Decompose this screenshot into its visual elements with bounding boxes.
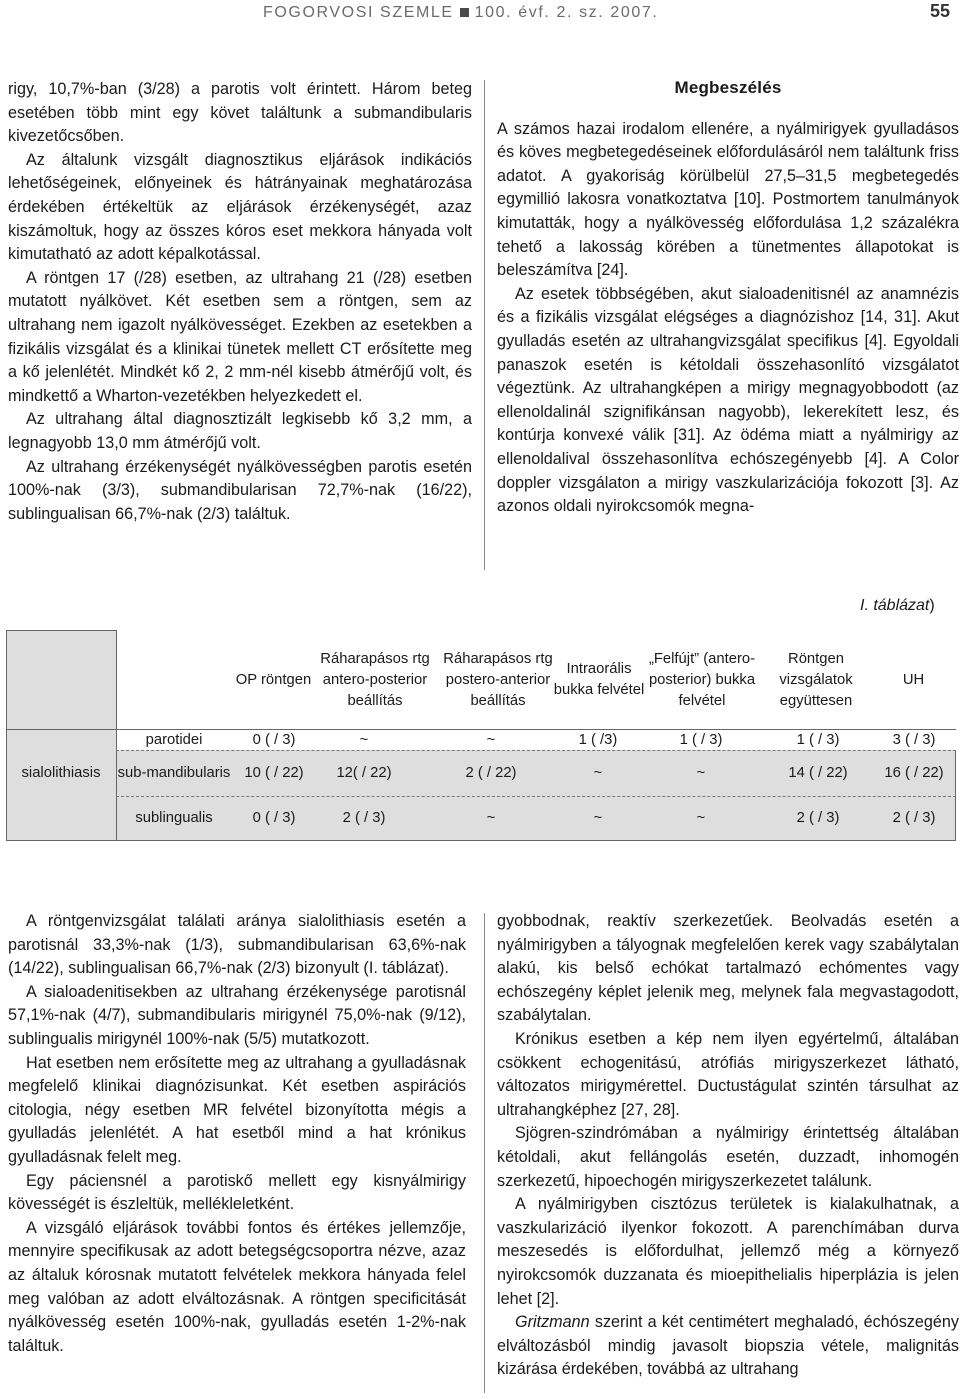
table-caption-paren: ): [929, 597, 935, 614]
table-border: [6, 840, 956, 841]
left-column-bottom: [8, 910, 466, 1358]
table-caption: [860, 597, 935, 615]
table-cell: 16 ( / 22): [884, 765, 944, 781]
table-header-ap: Ráharapásos rtg antero-posterior beállítás: [320, 650, 430, 709]
paragraph: A röntgen 17 (/28) esetben, az ultrahang 21 (/28) esetben mutatott nyálkövet. Két esetben sem a röntgen, sem az ultrahang nem igazolt nyálkövességet. Ezekben az esetekben a fizikális vizsgálat és a klinikai tünetek mellett CT erősítette meg a kő jelenlétét. Mindkét kő 2, 2 mm-nél kisebb átmérőjű volt, és mindkettő a Wharton-vezetékben helyezkedett el.: [8, 268, 472, 405]
paragraph-text: szerint a két centimétert meghaladó, échószegény elváltozásból mindig javasolt biopszia vétele, malignitás kizárása érdekében, továbbá az ultrahang: [497, 1313, 959, 1379]
table-cell: 0 ( / 3): [252, 731, 296, 748]
table-cell: 14 ( / 22): [788, 765, 848, 781]
paragraph: Az ultrahang érzékenységét nyálkövességben parotis esetén 100%-nak (3/3), submandibularisan 72,7%-nak (16/22), sublingualisan 66,7%-nak (2/3) találtuk.: [8, 457, 472, 523]
column-divider-top: [484, 80, 485, 570]
table-cell: ~: [486, 731, 496, 748]
table-row-label: sublingualis: [135, 810, 213, 826]
table-border: [6, 630, 7, 840]
table-cell: 3 ( / 3): [892, 731, 936, 748]
table-cell: 1 ( /3): [578, 731, 618, 748]
right-column-top: [497, 76, 959, 519]
column-divider-bottom: [484, 913, 485, 1393]
table-shade-corner: [6, 630, 116, 750]
table-cell: ~: [593, 810, 603, 826]
paragraph: Az ultrahang által diagnosztizált legkisebb kő 3,2 mm, a legnagyobb 13,0 mm átmérőjű volt.: [8, 410, 472, 452]
paragraph: gyobbodnak, reaktív szerkezetűek. Beolvadás esetén a nyálmirigyben a tályognak megfelelően kerek vagy szabálytalan alakú, kis belső echókat tartalmazó echómentes vagy echószegény képlet jelenik meg, melynek fala megvastagodott, szabálytalan.: [497, 912, 959, 1025]
data-table: [6, 630, 956, 840]
paragraph: Sjögren-szindrómában a nyálmirigy érintettség általában kétoldali, akut fellángolás esetén, duzzadt, inhomogén szerkezetű, hipoechogén mirigyszerkezetet találunk.: [497, 1124, 959, 1190]
table-row-label: sub-mandibularis: [117, 765, 231, 781]
table-cell: 2 ( / 22): [465, 765, 517, 781]
table-header-felfujt: „Felfújt” (antero-posterior) bukka felvétel: [648, 650, 756, 709]
table-cell: ~: [696, 810, 706, 826]
paragraph: Az általunk vizsgált diagnosztikus eljárások indikációs lehetőségeinek, előnyeinek és hátrányainak meghatározása érdekében értékeltük az eljárások érzékenységét, azaz kiszámoltuk, hogy az összes kóros eset mekkora hányada volt kimutatható az adott képalkotással.: [8, 150, 472, 264]
paragraph: A röntgenvizsgálat találati aránya sialolithiasis esetén a parotisnál 33,3%-nak (1/3), submandibularisan 63,6%-nak (14/22), sublingualisan 66,7%-nak (2/3) bizonyult (I. táblázat).: [8, 912, 466, 978]
table-cell: 2 ( / 3): [796, 810, 840, 826]
table-header-uh: UH: [902, 671, 925, 688]
author-name: Gritzmann: [515, 1313, 590, 1332]
table-header-op: OP röntgen: [235, 671, 312, 688]
table-cell: 10 ( / 22): [244, 765, 304, 781]
paragraph: Krónikus esetben a kép nem ilyen egyértelmű, általában csökkent echogenitású, atrófiás mirigyszerkezet látható, változatos mirigymérettel. Ductustágulat szintén társulhat az ultrahangképhez [27, 28].: [497, 1029, 959, 1119]
page-number: 55: [930, 1, 951, 21]
table-cell: 0 ( / 3): [252, 810, 296, 826]
paragraph: Az esetek többségében, akut sialoadenitisnél az anamnézis és a fizikális vizsgálat elégséges a diagnózishoz [14, 31]. Akut gyulladás esetén az ultrahangvizsgálat specifikus [4]. Egyoldali panaszok esetén is kétoldali összehasonlító vizsgálatot végeztünk. Az ultrahangképen a mirigy megnagyobbodott (az ellenoldalinál szignifikánsan nagyobb), lekerekített lesz, és kontúrja konvexé válik [31]. Az ödéma miatt a nyálmirigy az ellenoldalival összehasonlítva echószegényebb [4]. A Color doppler vizsgálaton a mirigy vaszkularizációja fokozott [3]. Az azonos oldali nyirokcsomók megna-: [497, 284, 959, 516]
table-caption-label: I. táblázat: [860, 597, 930, 614]
table-header-combined: Röntgen vizsgálatok együttesen: [779, 650, 853, 709]
table-cell: 2 ( / 3): [342, 810, 386, 826]
table-row-label: parotidei: [145, 731, 203, 748]
table-cell: 1 ( / 3): [796, 731, 840, 748]
paragraph: Egy páciensnél a parotiskő mellett egy kisnyálmirigy kövességét is észleltük, mellékleletként.: [8, 1171, 466, 1214]
paragraph: A nyálmirigyben cisztózus területek is kialakulhatnak, a vaszkularizáció ilyenkor fokozott. A parenchímában durva meszesedés is előfordulhat, jellemző még a környező nyirokcsomók duzzanata és mioepithelialis hiperplázia is jelen lehet [2].: [497, 1195, 959, 1308]
table-header-intraoral: Intraorális bukka felvétel: [553, 661, 645, 698]
table-border: [6, 630, 116, 631]
issue-info: 100. évf. 2. sz. 2007.: [474, 4, 659, 21]
table-cell: 12( / 22): [336, 765, 392, 781]
table-cell: ~: [696, 765, 706, 781]
table-header-pa: Ráharapásos rtg postero-anterior beállítás: [443, 650, 553, 709]
paragraph: Hat esetben nem erősítette meg az ultrahang a gyulladásnak megfelelő klinikai diagnózisunkat. Két esetben aspirációs citologia, négy esetben MR felvétel bizonyította mégis a gyulladás jelenlétét. A hat esetből mind a hat krónikus gyulladásnak felelt meg.: [8, 1053, 466, 1166]
table-cell: 1 ( / 3): [679, 731, 723, 748]
left-column-top: [8, 78, 472, 526]
table-group-label: sialolithiasis: [21, 764, 101, 781]
separator-square-icon: [460, 8, 469, 17]
paragraph: [497, 1311, 959, 1382]
paragraph: A vizsgáló eljárások további fontos és értékes jellemzője, mennyire specifikusak az adott betegségcsoportra nézve, azaz az általuk kórosnak mutatott felvételek mekkora hányada felel meg valóban az adott elváltozásnak. A röntgen specificitását nyálkövesség esetén 100%-nak, gyulladás esetén 1-2%-nak találtuk.: [8, 1218, 466, 1355]
right-column-bottom: [497, 910, 959, 1382]
paragraph: A sialoadenitisekben az ultrahang érzékenysége parotisnál 57,1%-nak (4/7), submandibularis mirigynél 75,0%-nak (9/12), sublingualis mirigynél 100%-nak (5/5) mutatkozott.: [8, 982, 466, 1048]
table-cell: ~: [359, 731, 369, 748]
section-heading: Megbeszélés: [674, 78, 782, 97]
table-cell: ~: [593, 765, 603, 781]
journal-info: [263, 4, 658, 22]
table-cell: ~: [486, 810, 496, 826]
paragraph: A számos hazai irodalom ellenére, a nyálmirigyek gyulladásos és köves megbetegedéseinek előfordulásáról nem találtunk friss adatot. A gyakoriság körülbelül 27,5–31,5 megbetegedés egymillió lakosra vonatkoztatva [10]. Postmortem tanulmányok kimutatták, hogy a nyálkövesség előfordulása 1,2 százalékra tehető a lakosság körében a tünetmentes állapotokat is beleszámítva [24].: [497, 119, 959, 280]
paragraph: rigy, 10,7%-ban (3/28) a parotis volt érintett. Három beteg esetében több mint egy követ találtunk a submandibularis kivezetőcsőben.: [8, 80, 472, 146]
journal-name: FOGORVOSI SZEMLE: [263, 4, 454, 21]
running-header: [0, 0, 960, 30]
table-cell: 2 ( / 3): [892, 810, 936, 826]
